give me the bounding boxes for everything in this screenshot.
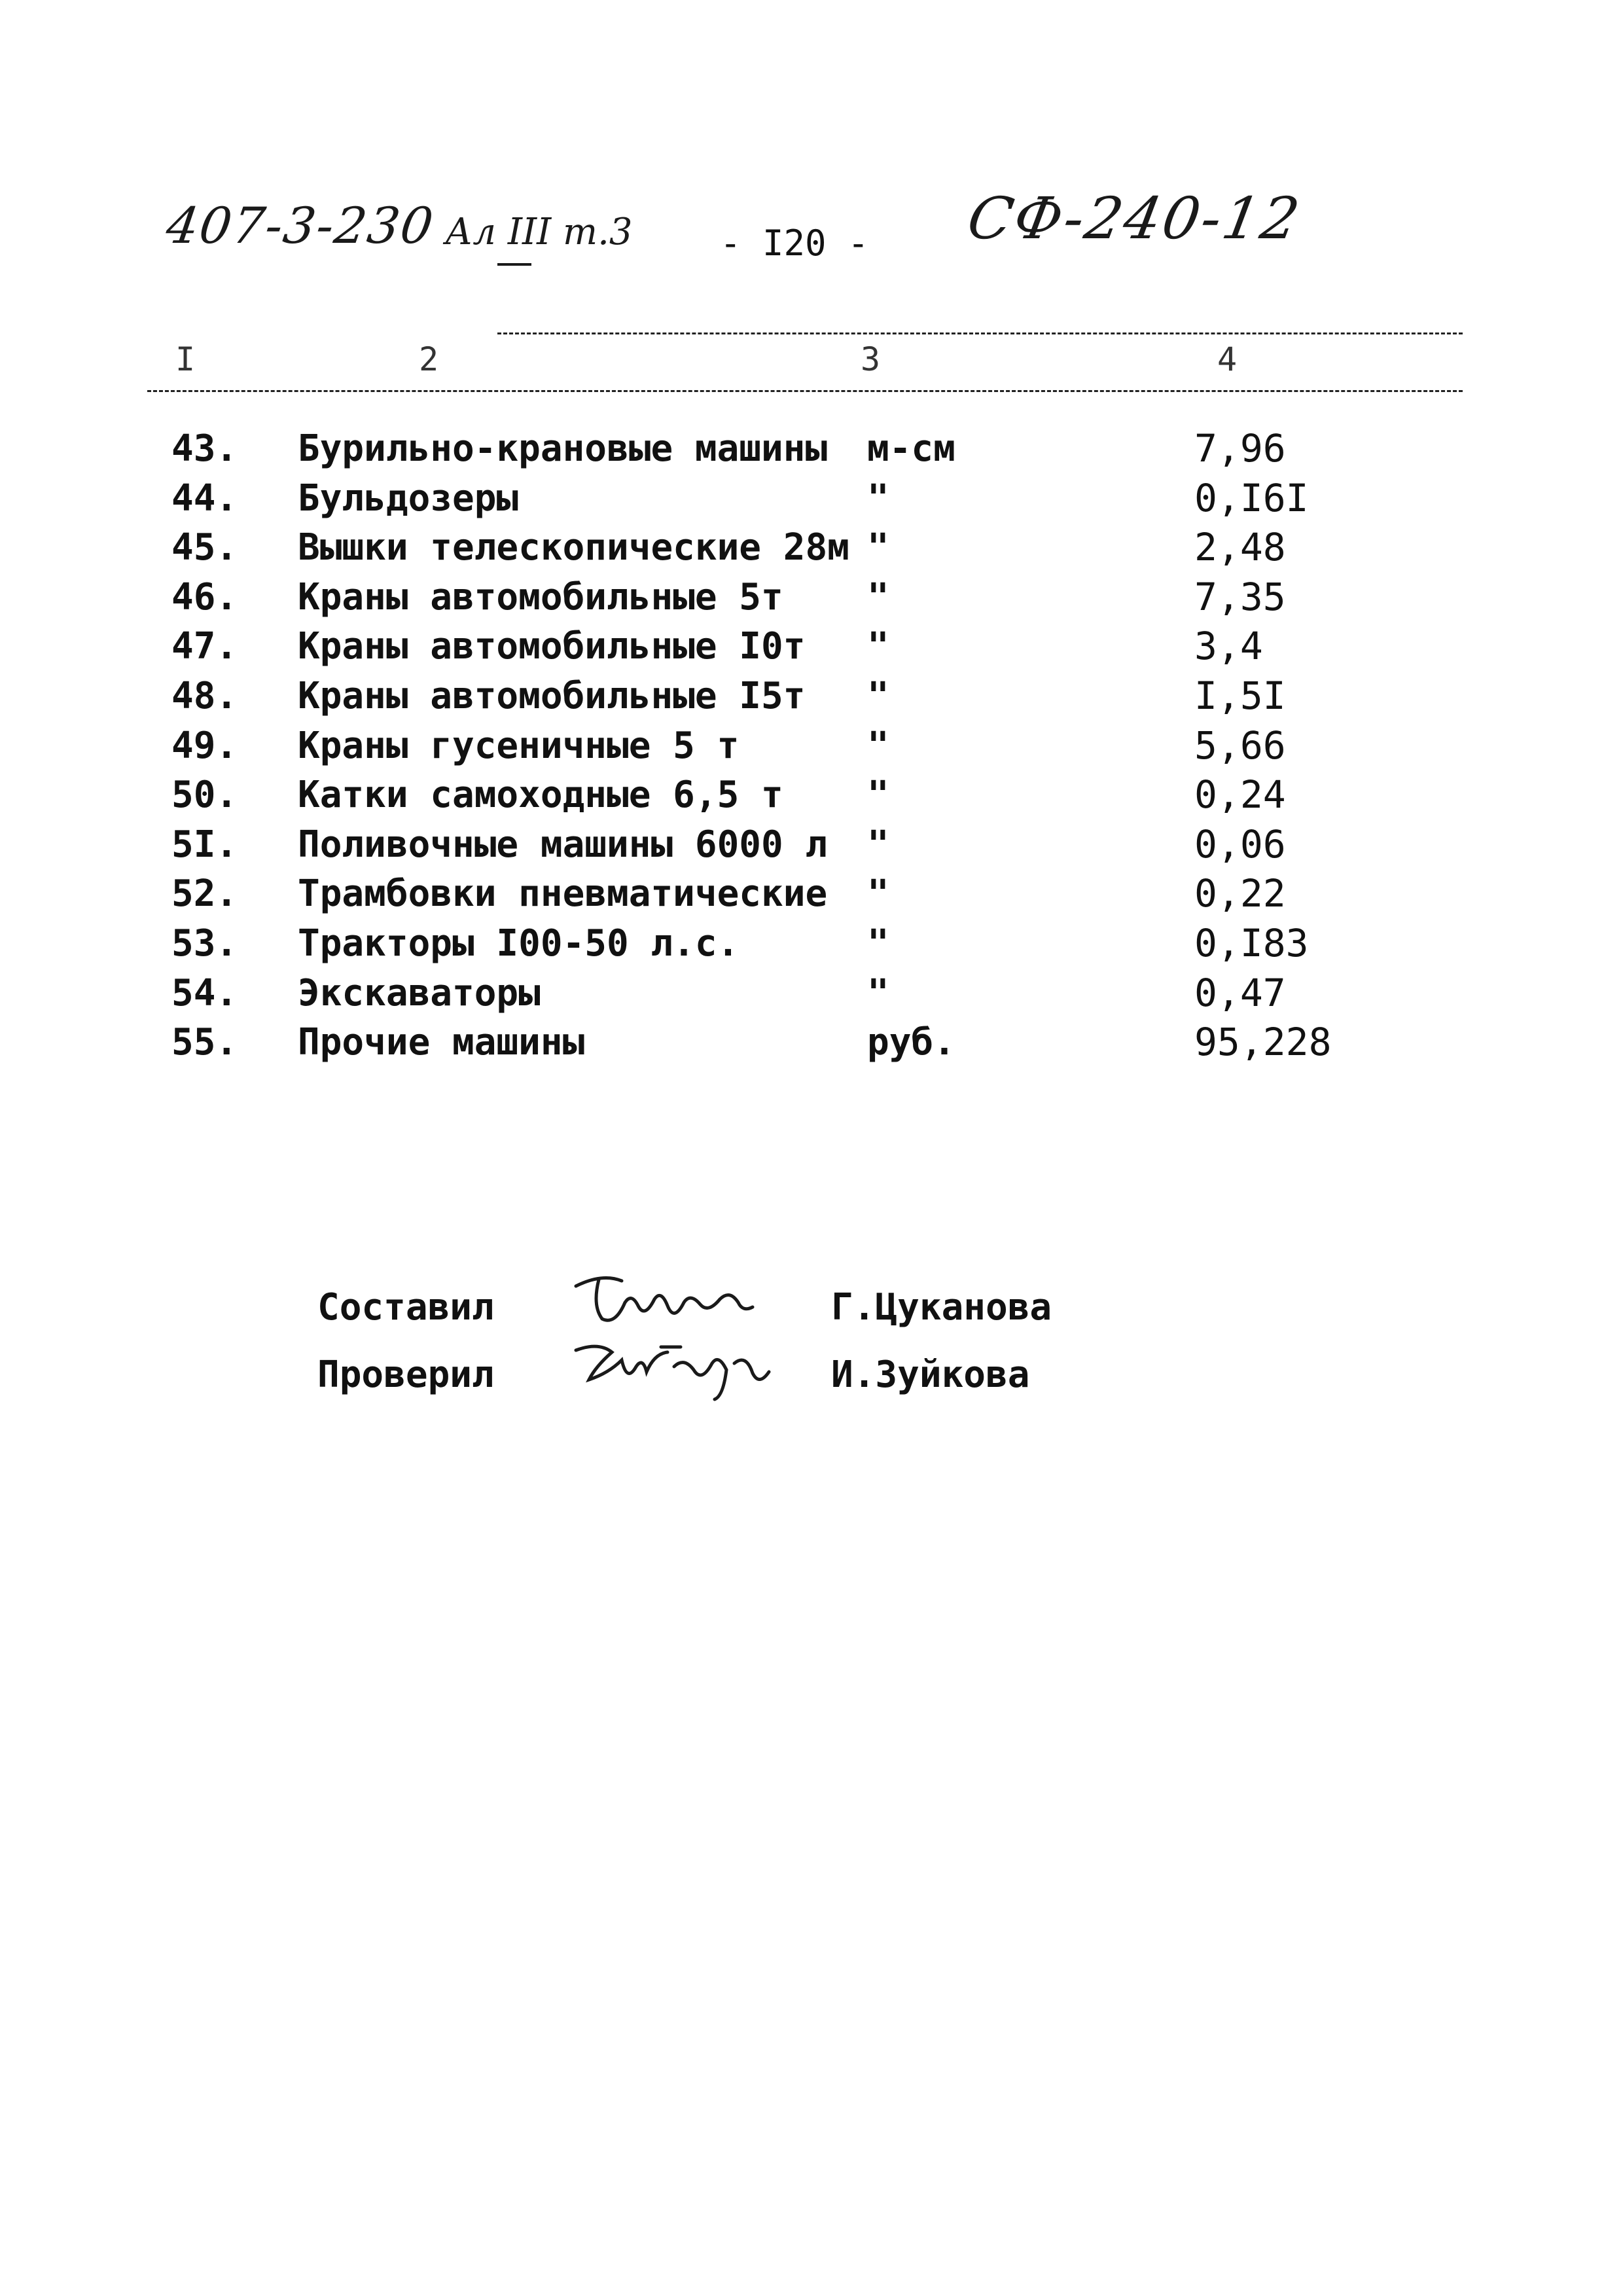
signature-role: Проверил: [317, 1354, 494, 1396]
row-unit: ": [867, 724, 889, 767]
row-unit: ": [867, 823, 889, 866]
row-number: 44.: [171, 476, 238, 520]
table-top-rule: [497, 332, 1463, 334]
row-name: Бульдозеры: [298, 476, 519, 520]
handwritten-signature-compiled: [563, 1266, 779, 1338]
row-unit: ": [867, 674, 889, 717]
row-name: Вышки телескопические 28м: [298, 526, 849, 569]
row-number: 49.: [171, 724, 238, 767]
handwritten-sheet-ref: Ал ІІІ т.3: [445, 211, 633, 253]
signature-compiled: [0, 1286, 1623, 1352]
row-name: Краны автомобильные I5т: [298, 674, 806, 717]
row-unit: ": [867, 575, 889, 619]
row-number: 43.: [171, 427, 238, 470]
row-value: 7,96: [1194, 426, 1286, 471]
row-value: 95,228: [1194, 1020, 1332, 1065]
row-value: 0,I6I: [1194, 475, 1309, 520]
row-unit: ": [867, 872, 889, 916]
row-value: 7,35: [1194, 574, 1286, 619]
row-value: 0,24: [1194, 772, 1286, 817]
row-unit: м-см: [867, 427, 955, 470]
signature-checked: [0, 1354, 1623, 1419]
table-row: [0, 424, 1623, 474]
handwritten-project-code: 407-3-230: [162, 196, 438, 255]
row-number: 53.: [171, 922, 238, 965]
row-value: 0,22: [1194, 871, 1286, 916]
row-value: 3,4: [1194, 624, 1263, 669]
row-unit: ": [867, 526, 889, 569]
signature-role: Составил: [317, 1286, 494, 1329]
row-value: I,5I: [1194, 673, 1286, 718]
table-body: [0, 424, 1623, 1067]
table-row: [0, 770, 1623, 820]
table-row: [0, 573, 1623, 622]
table-row: [0, 869, 1623, 919]
row-unit: ": [867, 774, 889, 817]
sheet-ref-underline: [497, 263, 531, 266]
row-name: Экскаваторы: [298, 971, 541, 1014]
row-name: Катки самоходные 6,5 т: [298, 774, 783, 817]
table-row: [0, 721, 1623, 771]
handwritten-document-code: СФ-240-12: [962, 185, 1306, 252]
row-value: 0,I83: [1194, 920, 1309, 965]
column-header-4: 4: [1217, 340, 1238, 378]
row-name: Тракторы I00-50 л.с.: [298, 922, 740, 965]
row-number: 54.: [171, 971, 238, 1014]
row-number: 48.: [171, 674, 238, 717]
table-row: [0, 820, 1623, 870]
column-header-3: 3: [861, 340, 881, 378]
row-value: 5,66: [1194, 723, 1286, 768]
table-row: [0, 622, 1623, 672]
row-number: 50.: [171, 774, 238, 817]
signature-name: Г.Цуканова: [831, 1286, 1052, 1329]
row-number: 55.: [171, 1021, 238, 1064]
row-unit: ": [867, 625, 889, 668]
row-value: 0,47: [1194, 970, 1286, 1015]
row-unit: ": [867, 971, 889, 1014]
table-row: [0, 474, 1623, 524]
row-value: 0,06: [1194, 821, 1286, 867]
row-number: 47.: [171, 625, 238, 668]
row-unit: руб.: [867, 1021, 955, 1064]
row-number: 45.: [171, 526, 238, 569]
handwritten-signature-checked: [563, 1334, 779, 1406]
row-name: Бурильно-крановые машины: [298, 427, 828, 470]
row-value: 2,48: [1194, 525, 1286, 570]
column-header-1: I: [175, 340, 196, 378]
row-name: Прочие машины: [298, 1021, 585, 1064]
row-number: 5I.: [171, 823, 238, 866]
row-name: Поливочные машины 6000 л: [298, 823, 828, 866]
page-number: - I20 -: [720, 223, 869, 264]
row-name: Трамбовки пневматические: [298, 872, 828, 916]
row-number: 46.: [171, 575, 238, 619]
signature-name: И.Зуйкова: [831, 1354, 1030, 1396]
row-name: Краны автомобильные 5т: [298, 575, 783, 619]
table-row: [0, 672, 1623, 721]
row-name: Краны гусеничные 5 т: [298, 724, 740, 767]
column-header-2: 2: [419, 340, 439, 378]
row-number: 52.: [171, 872, 238, 916]
table-row: [0, 969, 1623, 1018]
table-row: [0, 919, 1623, 969]
row-unit: ": [867, 922, 889, 965]
table-header-rule: [147, 390, 1463, 392]
row-unit: ": [867, 476, 889, 520]
row-name: Краны автомобильные I0т: [298, 625, 806, 668]
table-row: [0, 523, 1623, 573]
table-row: [0, 1018, 1623, 1067]
